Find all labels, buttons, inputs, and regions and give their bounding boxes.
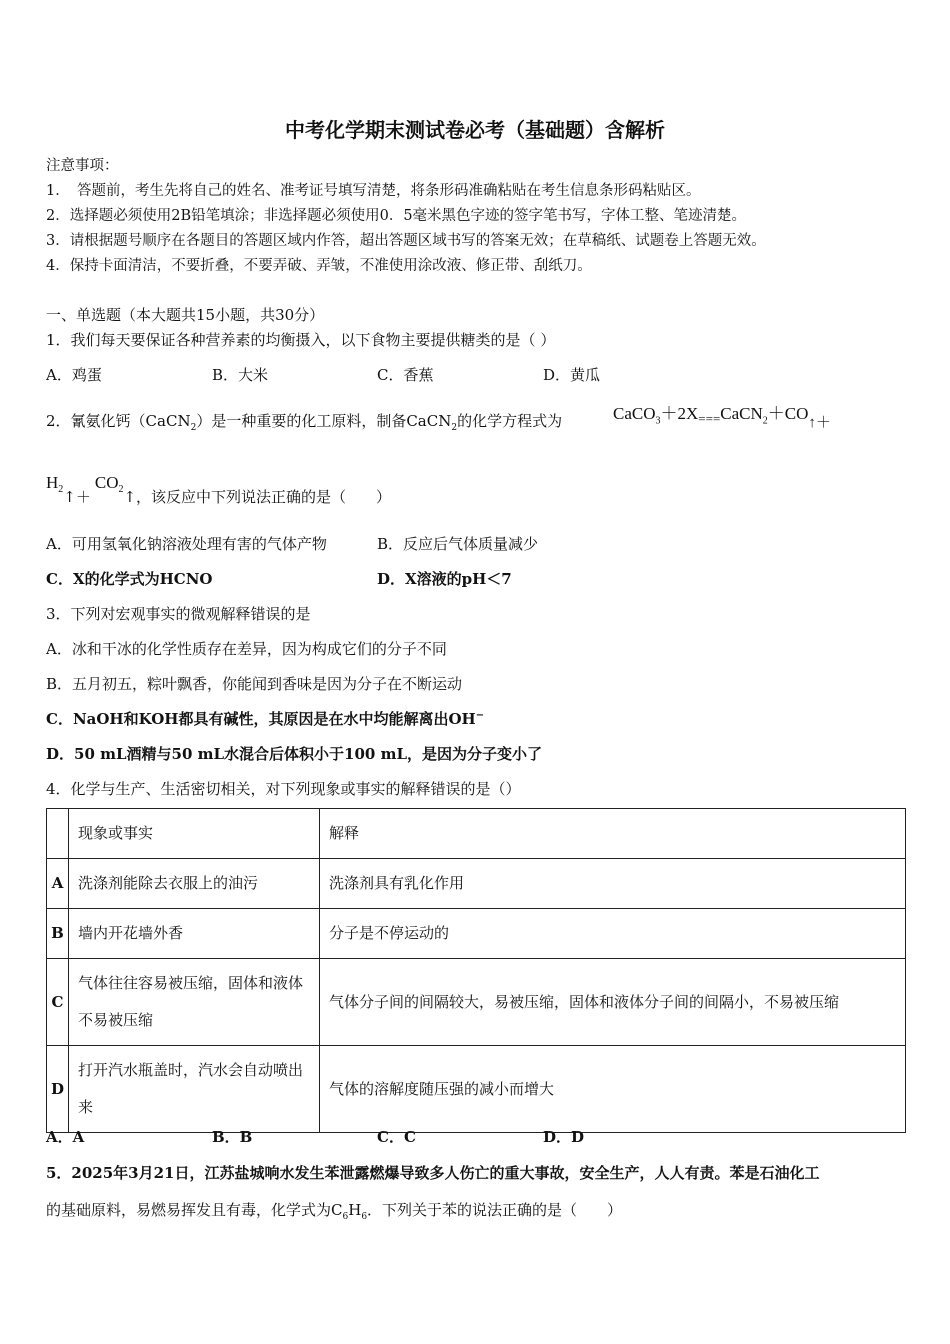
- row-key: C: [47, 959, 69, 1046]
- q1-option-d: D．黄瓜: [543, 366, 601, 384]
- row-explain: 气体分子间的间隔较大，易被压缩，固体和液体分子间的间隔小，不易被压缩: [320, 959, 906, 1046]
- note-item: 2．选择题必须使用2B铅笔填涂；非选择题必须使用0．5毫米黑色字迹的签字笔书写，字体工整、笔迹清楚。: [46, 208, 747, 224]
- row-explain: 分子是不停运动的: [320, 909, 906, 959]
- q4-stem: 4．化学与生产、生活密切相关，对下列现象或事实的解释错误的是（）: [46, 780, 521, 798]
- q2-option-a: A．可用氢氧化钠溶液处理有害的气体产物: [46, 535, 327, 553]
- table-header-fact: 现象或事实: [69, 809, 320, 859]
- q4-option-b: B．B: [212, 1128, 253, 1146]
- q3-option-c: C．NaOH和KOH都具有碱性，其原因是在水中均能解离出OH−: [46, 710, 485, 728]
- q1-option-b: B．大米: [212, 366, 269, 384]
- row-key: A: [47, 859, 69, 909]
- q2-option-b: B．反应后气体质量减少: [377, 535, 539, 553]
- q3-option-a: A．冰和干冰的化学性质存在差异，因为构成它们的分子不同: [46, 640, 447, 658]
- q2-option-d: D．X溶液的pH＜7: [377, 570, 512, 588]
- q5-line2: 的基础原料，易燃易挥发且有毒，化学式为$C_6H_6$．下列关于苯的说法正确的是（ ）: [46, 1201, 623, 1222]
- q4-option-a: A．A: [46, 1128, 85, 1146]
- q5-line1: 5．2025年3月21日，江苏盐城响水发生苯泄露燃爆导致多人伤亡的重大事故，安全生产，人人有责。苯是石油化工: [46, 1164, 820, 1182]
- row-explain: 气体的溶解度随压强的减小而增大: [320, 1046, 906, 1133]
- table-row: [47, 909, 906, 959]
- q2-stem-cont: $H_2↑+CO_2↑$，该反应中下列说法正确的是（ ）: [46, 473, 392, 506]
- q4-option-d: D．D: [543, 1128, 585, 1146]
- notes-heading: 注意事项：: [46, 158, 119, 174]
- note-item: 4．保持卡面清洁，不要折叠，不要弄破、弄皱，不准使用涂改液、修正带、刮纸刀。: [46, 258, 592, 274]
- page-title: 中考化学期末测试卷必考（基础题）含解析: [285, 118, 665, 142]
- note-item: 3．请根据题号顺序在各题目的答题区域内作答，超出答题区域书写的答案无效；在草稿纸、试题卷上答题无效。: [46, 233, 766, 249]
- section-heading: 一、单选题（本大题共15小题，共30分）: [46, 306, 325, 324]
- table-row: [47, 859, 906, 909]
- q1-stem: 1．我们每天要保证各种营养素的均衡摄入，以下食物主要提供糖类的是（ ）: [46, 331, 556, 349]
- q2-option-c: C．X的化学式为HCNO: [46, 570, 213, 588]
- row-fact: 打开汽水瓶盖时，汽水会自动喷出来: [69, 1046, 320, 1133]
- row-fact: 气体往往容易被压缩，固体和液体不易被压缩: [69, 959, 320, 1046]
- q2-equation: $CaCO_3+2X_{===}CaCN_2+CO↑+$: [613, 404, 831, 431]
- table-header-row: [47, 809, 906, 859]
- table-row: [47, 959, 906, 1046]
- q1-option-c: C．香蕉: [377, 366, 434, 384]
- q4-option-c: C．C: [377, 1128, 416, 1146]
- row-explain: 洗涤剂具有乳化作用: [320, 859, 906, 909]
- q1-option-a: A．鸡蛋: [46, 366, 102, 384]
- table-header-explain: 解释: [320, 809, 906, 859]
- row-key: D: [47, 1046, 69, 1133]
- note-item: 1． 答题前，考生先将自己的姓名、准考证号填写清楚，将条形码准确粘贴在考生信息条形码粘贴区。: [46, 183, 701, 199]
- q3-option-d: D．50 mL酒精与50 mL水混合后体积小于100 mL，是因为分子变小了: [46, 745, 542, 763]
- q3-stem: 3．下列对宏观事实的微观解释错误的是: [46, 605, 311, 623]
- table-cell: [47, 809, 69, 859]
- table-row: [47, 1046, 906, 1133]
- row-key: B: [47, 909, 69, 959]
- q3-option-b: B．五月初五，粽叶飘香，你能闻到香味是因为分子在不断运动: [46, 675, 463, 693]
- row-fact: 墙内开花墙外香: [69, 909, 320, 959]
- q4-table: [46, 808, 906, 1133]
- q2-stem: 2．氰氨化钙（CaCN$_2$）是一种重要的化工原料，制备CaCN$_2$的化学方程式为: [46, 412, 563, 433]
- row-fact: 洗涤剂能除去衣服上的油污: [69, 859, 320, 909]
